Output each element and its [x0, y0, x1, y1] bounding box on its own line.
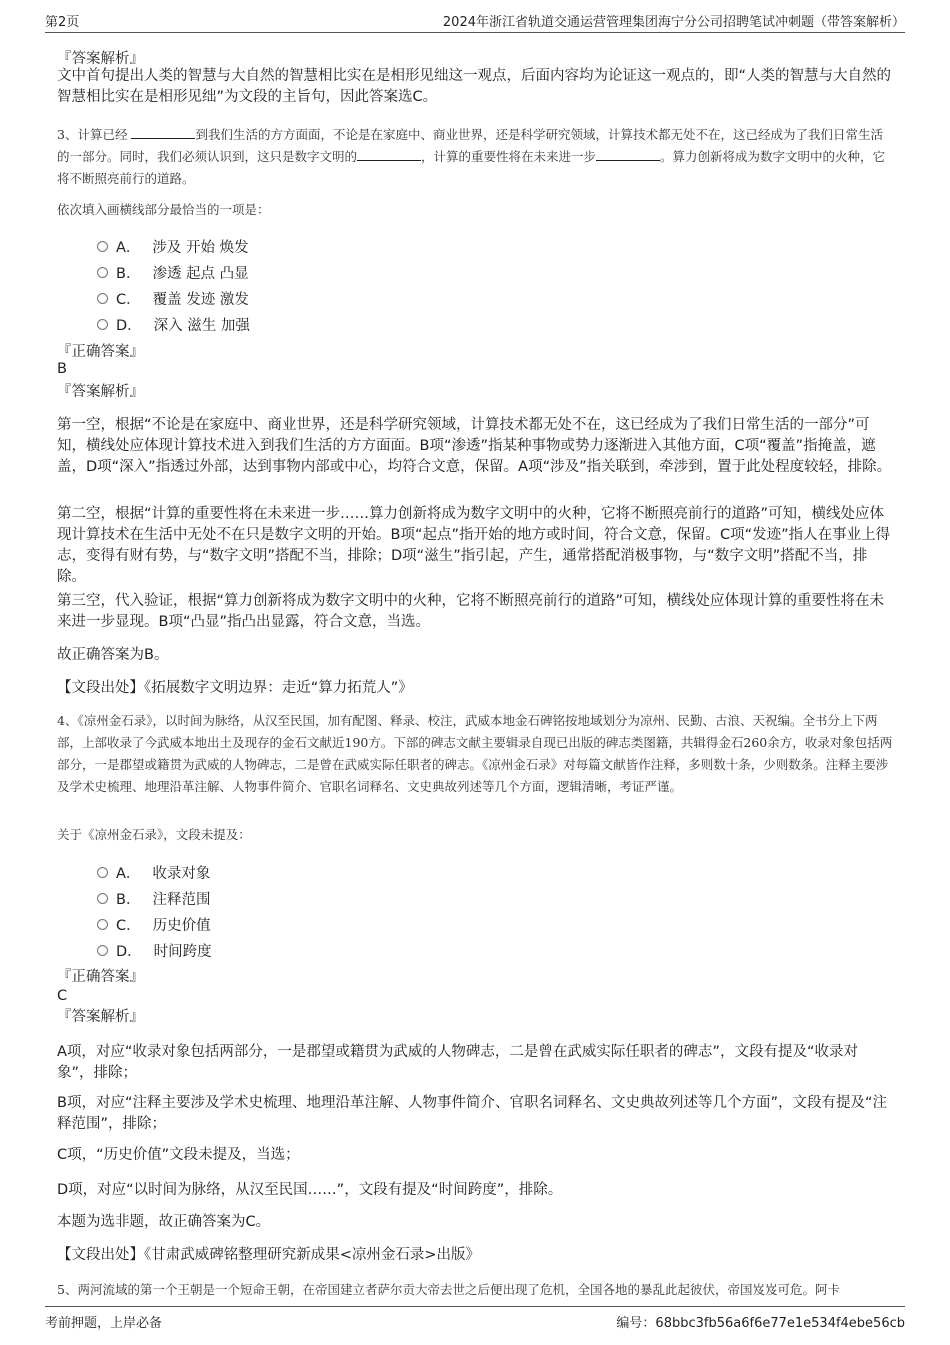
question-3-stem: 3、计算已经 到我们生活的方方面面，不论是在家庭中、商业世界，还是科学研究领域，计算技术都无处不在，这已经成为了我们日常生活的一部分。同时，我们必须认识到，这只是数字文明的 ，计算的重要性将在未来进一步 。算力创新将成为数字文明中的火种，它将不断照亮前行的道路。 [57, 127, 886, 186]
correct-answer-label: 『正确答案』 [57, 969, 144, 985]
analysis-label: 『答案解析』 [57, 1009, 144, 1025]
radio-icon[interactable] [97, 867, 108, 878]
analysis-label: 『答案解析』 [57, 384, 144, 400]
radio-icon[interactable] [97, 919, 108, 930]
question-5-stem: 5、两河流域的第一个王朝是一个短命王朝，在帝国建立者萨尔贡大帝去世之后便出现了危机，全国各地的暴乱此起彼伏，帝国岌岌可危。阿卡 [57, 1282, 840, 1297]
option-a[interactable]: A． 收录对象 [97, 862, 210, 883]
option-d[interactable]: D． 深入 滋生 加强 [97, 314, 250, 335]
option-b[interactable]: B． 注释范围 [97, 888, 210, 909]
page-header [45, 8, 905, 33]
fill-blank [357, 148, 421, 161]
question-3-prompt: 依次填入画横线部分最恰当的一项是： [57, 202, 270, 217]
radio-icon[interactable] [97, 293, 108, 304]
page-number: 第2页 [45, 15, 80, 30]
fill-blank [131, 126, 195, 139]
footer-slogan: 考前押题，上岸必备 [45, 1316, 163, 1331]
question-4-prompt: 关于《凉州金石录》，文段未提及： [57, 827, 251, 842]
correct-answer-label: 『正确答案』 [57, 344, 144, 360]
option-c[interactable]: C． 历史价值 [97, 914, 211, 935]
source-citation: 【文段出处】《甘肃武威碑铭整理研究新成果<凉州金石录>出版》 [57, 1247, 481, 1263]
analysis-paragraph: B项，对应“注释主要涉及学术史梳理、地理沿革注解、人物事件简介、官职名词释名、文史典故列述等几个方面”，文段有提及“注释范围”，排除； [57, 1095, 887, 1132]
analysis-paragraph: D项，对应“以时间为脉络，从汉至民国……”，文段有提及“时间跨度”，排除。 [57, 1182, 563, 1198]
option-d[interactable]: D． 时间跨度 [97, 940, 212, 961]
correct-answer: C [57, 988, 68, 1004]
analysis-text: 文中首句提出人类的智慧与大自然的智慧相比实在是相形见绌这一观点，后面内容均为论证这一观点的，即“人类的智慧与大自然的智慧相比实在是相形见绌”为文段的主旨句，因此答案选C。 [57, 68, 892, 105]
option-a[interactable]: A． 涉及 开始 焕发 [97, 236, 249, 257]
option-b[interactable]: B． 渗透 起点 凸显 [97, 262, 249, 283]
page-footer [45, 1306, 905, 1331]
correct-answer: B [57, 361, 67, 377]
analysis-paragraph: 第一空，根据“不论是在家庭中、商业世界，还是科学研究领域，计算技术都无处不在，这已经成为了我们日常生活的一部分”可知，横线处应体现计算技术进入到我们生活的方方面面。B项“渗透”指某种事物或势力逐渐进入其他方面，C项“覆盖”指掩盖，遮盖，D项“深入”指透过外部，达到事物内部或中心，均符合文意，保留。A项“涉及”指关联到，牵涉到，置于此处程度较轻，排除。 [57, 417, 892, 475]
question-4-stem: 4、《凉州金石录》，以时间为脉络，从汉至民国，加有配图、释录、校注，武威本地金石碑铭按地域划分为凉州、民勤、古浪、天祝编。全书分上下两部，上部收录了今武威本地出土及现存的金石文献近190方。下部的碑志文献主要辑录自现已出版的碑志类图籍，共辑得金石260余方，收录对象包括两部分，一是郡望或籍贯为武威的人物碑志，二是曾在武威实际任职者的碑志。《凉州金石录》对每篇文献皆作注释，多则数十条，少则数条。注释主要涉及学术史梳理、地理沿革注解、人物事件简介、官职名词释名、文史典故列述等几个方面，逻辑清晰，考证严谨。 [57, 713, 893, 794]
radio-icon[interactable] [97, 945, 108, 956]
radio-icon[interactable] [97, 319, 108, 330]
analysis-paragraph: 第二空，根据“计算的重要性将在未来进一步……算力创新将成为数字文明中的火种，它将不断照亮前行的道路”可知，横线处应体现计算技术在生活中无处不在只是数字文明的开始。B项“起点”指开始的地方或时间，符合文意，保留。C项“发迹”指人在事业上得志，变得有财有势，与“数字文明”搭配不当，排除；D项“滋生”指引起，产生，通常搭配消极事物，与“数字文明”搭配不当，排除。 [57, 506, 891, 585]
document-title: 2024年浙江省轨道交通运营管理集团海宁分公司招聘笔试冲刺题（带答案解析） [442, 15, 905, 30]
document-code: 编号：68bbc3fb56a6f6e77e1e534f4ebe56cb [616, 1316, 905, 1331]
analysis-paragraph: A项，对应“收录对象包括两部分，一是郡望或籍贯为武威的人物碑志，二是曾在武威实际任职者的碑志”，文段有提及“收录对象”，排除； [57, 1044, 858, 1081]
source-citation: 【文段出处】《拓展数字文明边界：走近“算力拓荒人”》 [57, 680, 413, 696]
analysis-paragraph: C项，“历史价值”文段未提及，当选； [57, 1147, 300, 1163]
option-c[interactable]: C． 覆盖 发迹 激发 [97, 288, 249, 309]
radio-icon[interactable] [97, 241, 108, 252]
radio-icon[interactable] [97, 267, 108, 278]
analysis-conclusion: 本题为选非题，故正确答案为C。 [57, 1214, 271, 1230]
analysis-label: 『答案解析』 [57, 51, 144, 67]
analysis-conclusion: 故正确答案为B。 [57, 647, 169, 663]
analysis-paragraph: 第三空，代入验证，根据“算力创新将成为数字文明中的火种，它将不断照亮前行的道路”可知，横线处应体现计算的重要性将在未来进一步显现。B项“凸显”指凸出显露，符合文意，当选。 [57, 593, 885, 630]
radio-icon[interactable] [97, 893, 108, 904]
fill-blank [596, 148, 660, 161]
